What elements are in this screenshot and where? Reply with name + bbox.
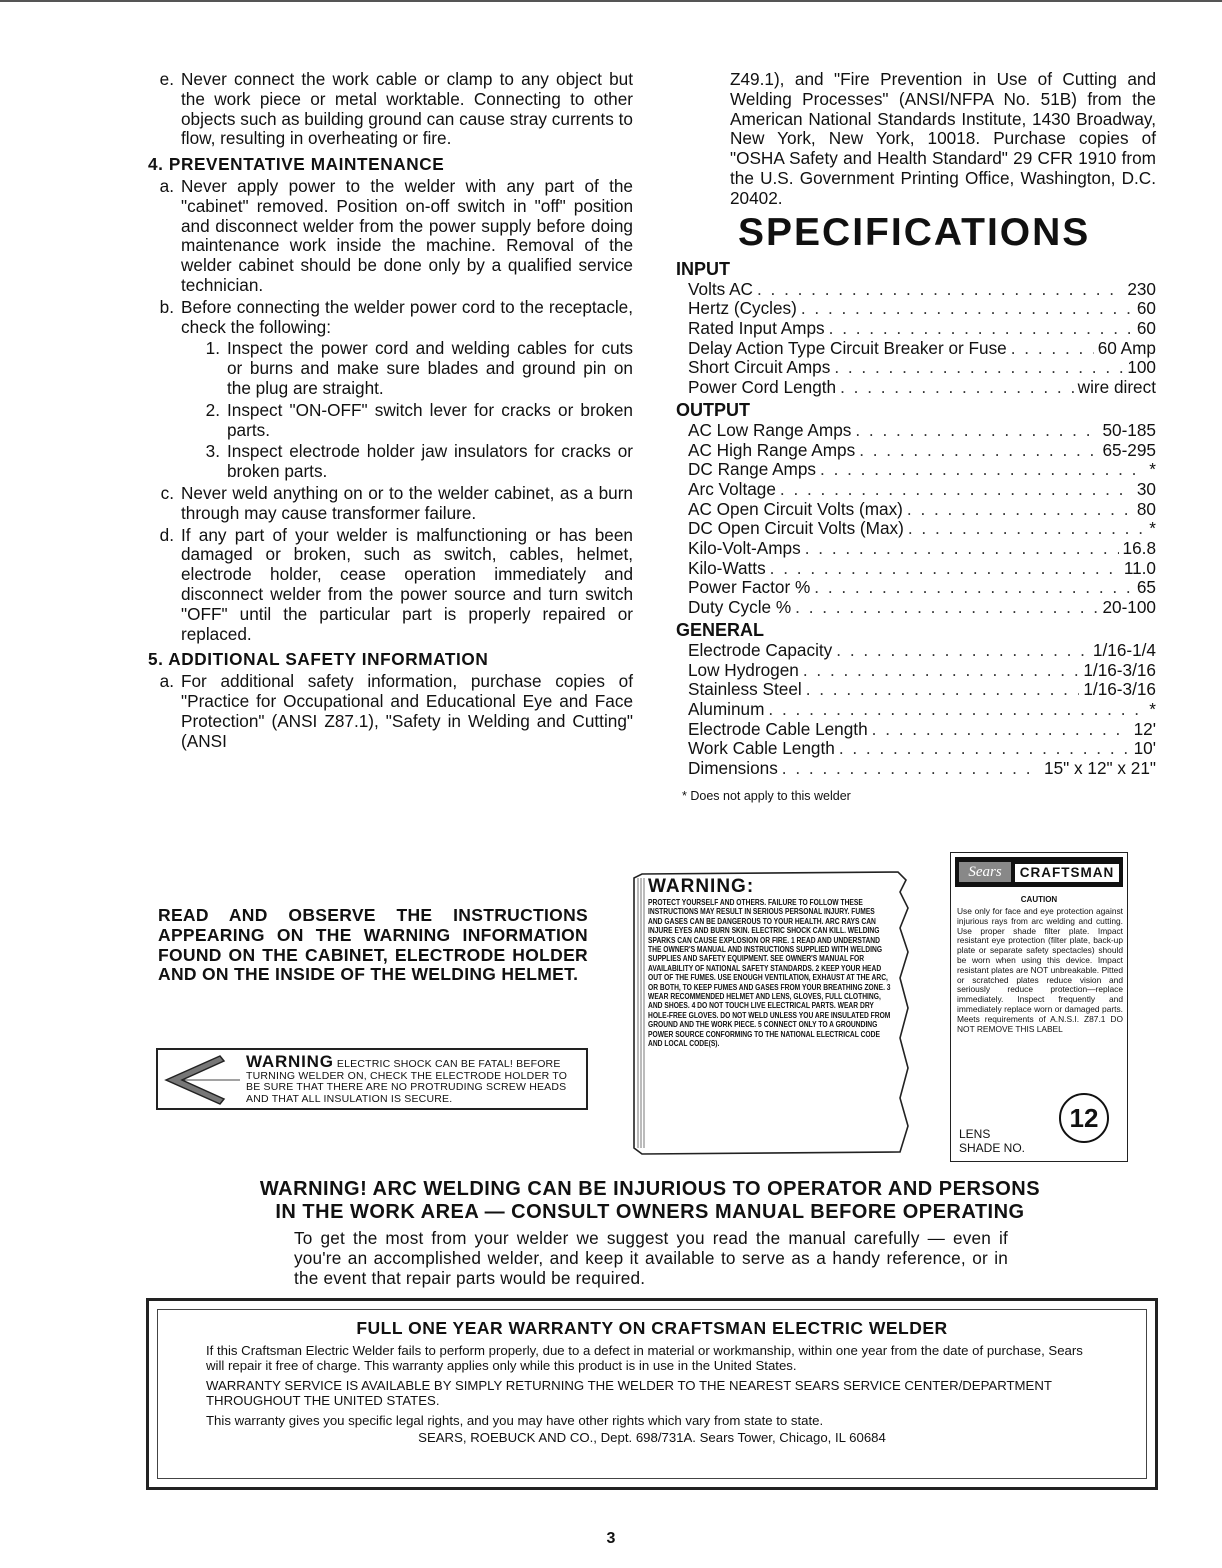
item-4b (148, 298, 633, 338)
spec-row (688, 519, 1156, 539)
specifications-title: SPECIFICATIONS (738, 210, 1091, 254)
spec-row (688, 598, 1156, 618)
spec-table-output (676, 421, 1156, 618)
spec-value: 10' (1133, 738, 1156, 759)
right-column (676, 70, 1156, 807)
spec-leader-dots (1011, 339, 1094, 359)
caution-label (950, 852, 1128, 1162)
spec-value: * (1149, 459, 1156, 480)
caution-title: CAUTION (1020, 895, 1058, 904)
warning-label-title: WARNING: (648, 876, 755, 897)
spec-label: Power Factor % (688, 577, 811, 598)
spec-label: AC High Range Amps (688, 439, 856, 460)
spec-row (688, 739, 1156, 759)
spec-leader-dots (795, 598, 1098, 618)
spec-leader-dots (780, 480, 1133, 500)
spec-row (688, 299, 1156, 319)
item-text: If any part of your welder is malfunctioning or has been damaged or broken, such as switch, cables, helmet, electrode holder, cease operation immediately and disconnect welder from the power source and turn switch "OFF" until the particular part is properly repaired or replaced. (181, 524, 633, 644)
spec-leader-dots (782, 759, 1040, 779)
spec-label: AC Low Range Amps (688, 419, 852, 440)
spec-row (688, 720, 1156, 740)
item-5a (148, 672, 633, 751)
spec-value: wire direct (1077, 377, 1156, 398)
spec-leader-dots (805, 539, 1119, 559)
item-text: Never connect the work cable or clamp to any object but the work piece or metal worktable. Connecting to other objects such as building ground can cause stray currents to flow, resulting in overheating or fire. (181, 69, 633, 149)
item-text: Never apply power to the welder with any part of the "cabinet" removed. Position on-off switch in "off" position and disconnect welder from the power supply before doing maintenance work inside the machine. Removal of the welder cabinet should be done only by a qualified service technician. (181, 175, 633, 295)
spec-leader-dots (908, 519, 1145, 539)
spec-label: Short Circuit Amps (688, 357, 831, 378)
spec-value: * (1149, 518, 1156, 539)
spec-value: 11.0 (1123, 557, 1156, 578)
craftsman-logo: CRAFTSMAN (1015, 864, 1119, 882)
item-text: Inspect the power cord and welding cables for cuts or burns and make sure blades and ground pin on the plug are straight. (227, 338, 633, 398)
spec-row (688, 480, 1156, 500)
spec-row (688, 500, 1156, 520)
warranty-paragraph-3: This warranty gives you specific legal rights, and you may have other rights which vary from state to state. (206, 1412, 824, 1428)
shock-warning-box (156, 1048, 588, 1110)
spec-row (688, 759, 1156, 779)
page-number: 3 (606, 1530, 616, 1547)
item-marker: c. (160, 482, 174, 503)
item-text: Inspect "ON-OFF" switch lever for cracks or broken parts. (227, 399, 633, 440)
item-e (148, 70, 633, 149)
spec-leader-dots (872, 720, 1130, 740)
spec-label: Arc Voltage (688, 478, 776, 499)
spec-leader-dots (768, 700, 1145, 720)
spec-value: 65-295 (1102, 439, 1156, 460)
warning-label-body: PROTECT YOURSELF AND OTHERS. FAILURE TO FOLLOW THESE INSTRUCTIONS MAY RESULT IN SERIOUS PERSONAL INJURY. FUMES AND GASES CAN BE DANGEROUS TO YOUR HEALTH. ARC RAYS CAN INJURE EYES AND BURN SKIN. ELECTRIC SHOCK CAN KILL. WELDING SPARKS CAN CAUSE EXPLOSION OR FIRE. 1 READ AND UNDERSTAND THE OWNER'S MANUAL AND INSTRUCTIONS SUPPLIED WITH WELDING SUPPLIES AND SAFETY EQUIPMENT. SEE OWNER'S MANUAL FOR AVAILABILITY OF NATIONAL SAFETY STANDARDS. 2 KEEP YOUR HEAD OUT OF THE FUMES. USE ENOUGH VENTILATION, EXHAUST AT THE ARC, OR BOTH, TO KEEP FUMES AND GASES FROM YOUR BREATHING ZONE. 3 WEAR RECOMMENDED HELMET AND LENS, GLOVES, FULL CLOTHING, AND SHOES. 4 DO NOT TOUCH LIVE ELECTRICAL PARTS. WEAR DRY HOLE-FREE GLOVES. DO NOT WELD UNLESS YOU ARE INSULATED FROM GROUND AND THE WORK PIECE. 5 CONNECT ONLY TO A GROUNDING POWER SOURCE CONFORMING TO THE NATIONAL ELECTRICAL CODE AND LOCAL CODE(S). (648, 898, 891, 1049)
spec-value: * (1149, 698, 1156, 719)
spec-row (688, 539, 1156, 559)
spec-leader-dots (806, 680, 1080, 700)
item-4d (148, 526, 633, 645)
item-text: Inspect electrode holder jaw insulators for cracks or broken parts. (227, 441, 633, 482)
spec-row (688, 378, 1156, 398)
spec-value: 60 Amp (1097, 337, 1156, 358)
spec-label: DC Range Amps (688, 459, 817, 480)
spec-label: Dimensions (688, 758, 778, 779)
spec-leader-dots (757, 280, 1123, 300)
item-4c (148, 484, 633, 524)
item-marker: e. (159, 69, 174, 89)
spec-value: 1/16-1/4 (1092, 639, 1156, 660)
spec-value: 1/16-3/16 (1083, 679, 1156, 700)
spec-value: 15" x 12" x 21" (1044, 758, 1156, 779)
spec-row (688, 358, 1156, 378)
spec-leader-dots (801, 299, 1133, 319)
spec-row (688, 441, 1156, 461)
section-heading-maintenance: 4. PREVENTATIVE MAINTENANCE (148, 154, 445, 175)
spec-label: Volts AC (688, 278, 753, 299)
spec-label: Electrode Capacity (688, 639, 833, 660)
warning-arrow-icon (162, 1054, 242, 1106)
spec-value: 50-185 (1102, 419, 1156, 440)
item-marker: 1. (205, 338, 220, 359)
spec-leader-dots (814, 578, 1133, 598)
spec-leader-dots (839, 739, 1130, 759)
caution-body: Use only for face and eye protection against injurious rays from arc welding and cutting. Use proper shade filter plate. Impact resistant eye protection (filter plate, back-up plate or separate safety spectacles) should be worn when using this device. Impact resistant plates are NOT unbreakable. Pitted or scratched plates reduce vision and seriously reduce protection—replace immediately. Inspect frequently and immediately replace worn or damaged parts. Meets requirements of A.N.S.I. Z87.1 DO NOT REMOVE THIS LABEL (957, 906, 1123, 1034)
warranty-box (146, 1298, 1158, 1490)
section-heading-safety-info: 5. ADDITIONAL SAFETY INFORMATION (148, 649, 489, 670)
spec-table-input (676, 280, 1156, 398)
warranty-title: FULL ONE YEAR WARRANTY ON CRAFTSMAN ELECTRIC WELDER (356, 1318, 948, 1338)
shade-label: SHADE NO. (959, 1141, 1026, 1155)
spec-label: Low Hydrogen (688, 659, 799, 680)
read-observe-notice: READ AND OBSERVE THE INSTRUCTIONS APPEARING ON THE WARNING INFORMATION FOUND ON THE CABINET, ELECTRODE HOLDER AND ON THE INSIDE OF THE WELDING HELMET. (158, 905, 588, 985)
item-marker: a. (159, 671, 174, 692)
item-marker: d. (159, 524, 174, 545)
warranty-inner (157, 1309, 1147, 1479)
spec-label: Aluminum (688, 698, 765, 719)
spec-row (688, 680, 1156, 700)
warranty-paragraph-2: WARRANTY SERVICE IS AVAILABLE BY SIMPLY RETURNING THE WELDER TO THE NEAREST SEARS SERVICE CENTER/DEPARTMENT THROUGHOUT THE UNITED STATES. (206, 1377, 1052, 1409)
spec-label: Delay Action Type Circuit Breaker or Fuse (688, 337, 1007, 358)
spec-table-general (676, 641, 1156, 779)
spec-leader-dots (834, 358, 1123, 378)
item-marker: a. (159, 175, 174, 196)
spec-row (688, 700, 1156, 720)
spec-value: 30 (1136, 478, 1156, 499)
item-4a (148, 177, 633, 296)
spec-label: Work Cable Length (688, 738, 835, 759)
spec-leader-dots (770, 559, 1120, 579)
spec-leader-dots (803, 661, 1080, 681)
spec-category-general: GENERAL (676, 619, 765, 640)
standards-references: Z49.1), and "Fire Prevention in Use of Cutting and Welding Processes" (ANSI/NFPA No. 51B) from the American National Standards Institute, 1430 Broadway, New York, New York, 10018. Purchase copies of "OSHA Safety and Health Standard" 29 CFR 1910 from the U.S. Government Printing Office, Washington, D.C. 20402. (730, 69, 1156, 208)
spec-value: 65 (1136, 577, 1156, 598)
spec-label: Kilo-Volt-Amps (688, 538, 801, 559)
spec-category-output: OUTPUT (676, 399, 750, 420)
spec-row (688, 421, 1156, 441)
spec-row (688, 559, 1156, 579)
spec-value: 1/16-3/16 (1083, 659, 1156, 680)
page-top-rule (0, 0, 1222, 2)
spec-label: Electrode Cable Length (688, 718, 868, 739)
item-4b3 (174, 442, 633, 482)
warning-label (648, 876, 894, 1152)
spec-label: Kilo-Watts (688, 557, 766, 578)
spec-value: 230 (1127, 278, 1156, 299)
spec-row (688, 319, 1156, 339)
item-marker: 3. (205, 441, 220, 462)
arc-warning-line1: WARNING! ARC WELDING CAN BE INJURIOUS TO OPERATOR AND PERSONS (259, 1178, 1041, 1200)
spec-category-input: INPUT (676, 258, 730, 279)
spec-value: 100 (1127, 357, 1156, 378)
spec-leader-dots (820, 460, 1145, 480)
spec-value: 60 (1136, 317, 1156, 338)
shock-warning-title: WARNING (246, 1052, 334, 1071)
warranty-paragraph-1: If this Craftsman Electric Welder fails to perform properly, due to a defect in material or workmanship, within one year from the date of purchase, Sears will repair it free of charge. This warranty applies only while this product is in use in the United States. (206, 1343, 1083, 1374)
manual-suggestion: To get the most from your welder we suggest you read the manual carefully — even if you're an accomplished welder, and keep it available to serve as a handy reference, or in the event that repair parts would be required. (294, 1228, 1008, 1288)
spec-leader-dots (840, 378, 1074, 398)
brand-bar (955, 857, 1123, 887)
left-column (148, 70, 633, 753)
spec-label: Hertz (Cycles) (688, 298, 797, 319)
spec-label: Duty Cycle % (688, 597, 792, 618)
spec-value: 60 (1136, 298, 1156, 319)
item-4b2 (174, 401, 633, 441)
warranty-address: SEARS, ROEBUCK AND CO., Dept. 698/731A. Sears Tower, Chicago, IL 60684 (418, 1430, 886, 1446)
spec-value: 20-100 (1102, 597, 1156, 618)
spec-value: 12' (1133, 718, 1156, 739)
arc-warning-line2: IN THE WORK AREA — CONSULT OWNERS MANUAL BEFORE OPERATING (275, 1200, 1025, 1223)
spec-row (688, 641, 1156, 661)
item-text: For additional safety information, purchase copies of "Practice for Occupational and Educational Eye and Face Protection" (ANSI Z87.1), "Safety in Welding and Cutting" (ANSI (181, 671, 633, 751)
spec-leader-dots (836, 641, 1089, 661)
spec-row (688, 661, 1156, 681)
spec-label: Power Cord Length (688, 377, 837, 398)
spec-label: Rated Input Amps (688, 317, 825, 338)
spec-leader-dots (855, 421, 1098, 441)
shock-warning-text (246, 1052, 582, 1105)
spec-row (688, 339, 1156, 359)
shock-warning-body: ELECTRIC SHOCK CAN BE FATAL! BEFORE TURNING WELDER ON, CHECK THE ELECTRODE HOLDER TO BE SURE THAT THERE ARE NO PROTRUDING SCREW HEADS AND THAT ALL INSULATION IS SECURE. (246, 1058, 568, 1105)
spec-label: DC Open Circuit Volts (Max) (688, 518, 904, 539)
spec-leader-dots (829, 319, 1133, 339)
item-4b1 (174, 339, 633, 398)
item-text: Before connecting the welder power cord to the receptacle, check the following: (181, 296, 633, 337)
spec-label: Stainless Steel (688, 679, 802, 700)
spec-footnote: * Does not apply to this welder (682, 788, 851, 803)
lens-label: LENS (959, 1127, 991, 1141)
spec-row (688, 280, 1156, 300)
lens-shade-label (959, 1127, 1025, 1155)
sears-logo: Sears (959, 862, 1011, 882)
item-marker: b. (159, 296, 174, 317)
arc-welding-warning (160, 1178, 1140, 1223)
item-text: Never weld anything on or to the welder cabinet, as a burn through may cause transformer failure. (181, 482, 633, 523)
spec-row (688, 578, 1156, 598)
spec-value: 16.8 (1122, 538, 1156, 559)
spec-label: AC Open Circuit Volts (max) (688, 498, 903, 519)
spec-row (688, 460, 1156, 480)
spec-value: 80 (1136, 498, 1156, 519)
shade-number-badge: 12 (1059, 1093, 1109, 1143)
spec-leader-dots (907, 500, 1133, 520)
spec-leader-dots (859, 441, 1098, 461)
item-marker: 2. (205, 399, 220, 420)
